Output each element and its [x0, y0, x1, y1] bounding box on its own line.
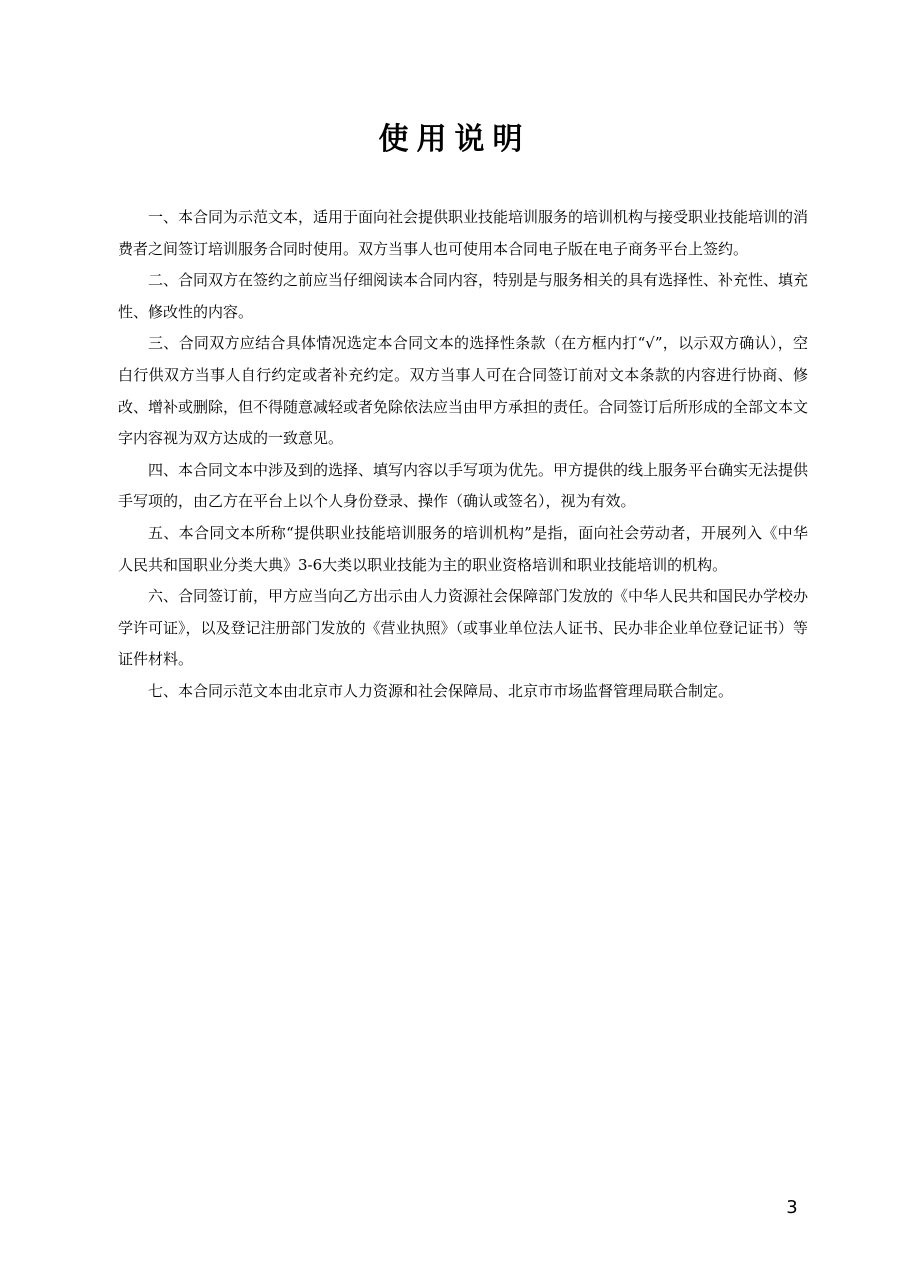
paragraph-7: 七、本合同示范文本由北京市人力资源和社会保障局、北京市市场监督管理局联合制定。 — [148, 681, 734, 700]
paragraph-2: 二、合同双方在签约之前应当仔细阅读本合同内容，特别是与服务相关的具有选择性、补充性、填充性、修改性的内容。 — [118, 271, 809, 321]
paragraph-6: 六、合同签订前，甲方应当向乙方出示由人力资源社会保障部门发放的《中华人民共和国民办学校办学许可证》，以及登记注册部门发放的《营业执照》（或事业单位法人证书、民办非企业单位登记证书）等证件材料。 — [118, 587, 809, 669]
page-number: 3 — [786, 1197, 798, 1218]
paragraph-5: 五、本合同文本所称“提供职业技能培训服务的培训机构”是指，面向社会劳动者，开展列入《中华人民共和国职业分类大典》3-6大类以职业技能为主的职业资格培训和职业技能培训的机构。 — [118, 523, 808, 574]
instructions-body — [118, 202, 808, 708]
paragraph-4: 四、本合同文本中涉及到的选择、填写内容以手写项为优先。甲方提供的线上服务平台确实无法提供手写项的，由乙方在平台上以个人身份登录、操作（确认或签名），视为有效。 — [118, 460, 809, 511]
paragraph-3: 三、合同双方应结合具体情况选定本合同文本的选择性条款（在方框内打“√”，以示双方确认），空白行供双方当事人自行约定或者补充约定。双方当事人可在合同签订前对文本条款的内容进行协商、修改、增补或删除，但不得随意减轻或者免除依法应当由甲方承担的责任。合同签订后所形成的全部文本文字内容视为双方达成的一致意见。 — [118, 334, 809, 448]
page-title: 使用说明 — [378, 122, 531, 157]
paragraph-1: 一、本合同为示范文本，适用于面向社会提供职业技能培训服务的培训机构与接受职业技能培训的消费者之间签订培训服务合同时使用。双方当事人也可使用本合同电子版在电子商务平台上签约。 — [118, 208, 809, 258]
